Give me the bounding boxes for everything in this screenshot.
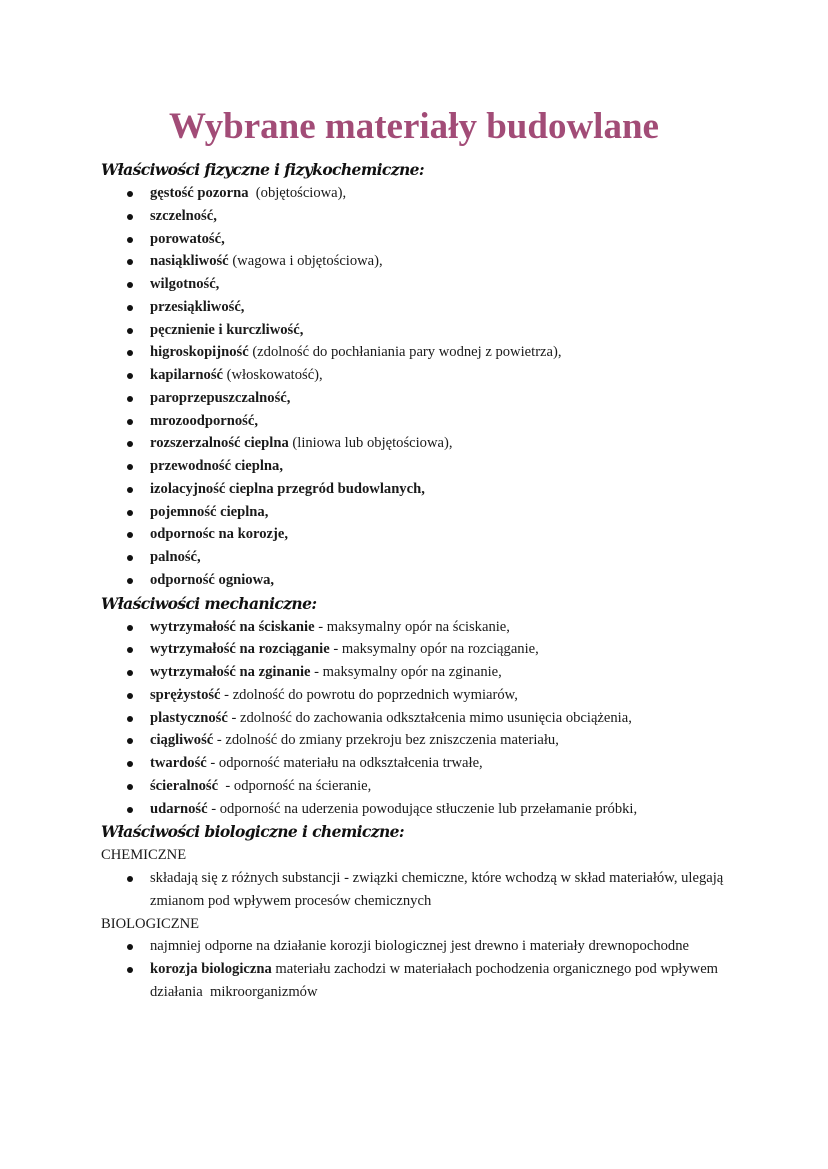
bullet-list: [101, 867, 741, 913]
list-item-term: pęcznienie i kurczliwość,: [150, 321, 304, 338]
list-item-text: (włoskowatość),: [222, 367, 323, 383]
list-item: [101, 364, 741, 387]
list-item-term: wilgotność,: [150, 276, 220, 292]
document-body: [101, 158, 741, 1004]
list-item-text: - maksymalny opór na ściskanie,: [314, 618, 510, 635]
list-item: [101, 729, 741, 752]
list-item-term: wytrzymałość na zginanie: [150, 664, 311, 680]
list-item: [101, 798, 741, 821]
list-item: [101, 569, 741, 592]
list-item: [101, 707, 741, 730]
list-item-term: plastyczność: [150, 709, 228, 726]
list-item: [101, 616, 741, 639]
section: [101, 820, 741, 1003]
list-item-term: odpornośc na korozje,: [150, 526, 288, 543]
list-item: [101, 935, 741, 958]
list-item-text: - zdolność do zmiany przekroju bez zniszczenia materiału,: [213, 732, 559, 749]
list-item: [101, 455, 741, 478]
list-item: [101, 432, 741, 455]
subsection-label: BIOLOGICZNE: [101, 915, 200, 932]
list-item: [101, 501, 741, 524]
list-item-term: porowatość,: [150, 230, 225, 247]
list-item: [101, 684, 741, 707]
list-item: [101, 546, 741, 569]
list-item-term: korozja biologiczna: [150, 961, 272, 977]
list-item-term: twardość: [150, 755, 207, 771]
list-item: [101, 478, 741, 501]
list-item: [101, 661, 741, 684]
list-item-text: - maksymalny opór na zginanie,: [310, 664, 502, 680]
list-item-text: (zdolność do pochłaniania pary wodnej z powietrza),: [248, 344, 562, 361]
list-item-term: wytrzymałość na ściskanie: [150, 618, 315, 635]
list-item-text: (liniowa lub objętościowa),: [288, 435, 453, 452]
list-item-text: (objętościowa),: [248, 185, 347, 201]
list-item: [101, 523, 741, 546]
page-title: Wybrane materiały budowlane: [169, 106, 659, 147]
list-item-term: ścieralność: [150, 777, 219, 794]
list-item-text: najmniej odporne na działanie korozji biologicznej jest drewno i materiały drewnopochodne: [150, 938, 689, 955]
list-item-term: przewodność cieplna,: [150, 458, 283, 474]
list-item: [101, 182, 741, 205]
list-item-term: paroprzepuszczalność,: [150, 389, 291, 406]
list-item-term: udarność: [150, 800, 208, 817]
list-item-text: - odporność na ścieranie,: [218, 777, 372, 794]
section-heading: Właściwości mechaniczne:: [101, 593, 317, 613]
list-item-text: - zdolność do zachowania odkształcenia mimo usunięcia obciążenia,: [227, 709, 632, 726]
list-item-term: odporność ogniowa,: [150, 571, 275, 588]
section: [101, 158, 741, 592]
bullet-list: [101, 182, 741, 592]
list-item-text: - odporność materiału na odkształcenia trwałe,: [206, 755, 483, 771]
list-item: [101, 775, 741, 798]
list-item: [101, 410, 741, 433]
list-item-text: (wagowa i objętościowa),: [228, 253, 383, 270]
list-item: [101, 228, 741, 251]
list-item-term: mrozoodporność,: [150, 412, 258, 429]
bullet-list: [101, 935, 741, 1003]
section-heading: Właściwości biologiczne i chemiczne:: [101, 822, 405, 842]
list-item-term: rozszerzalność cieplna: [150, 435, 289, 452]
list-item-term: pojemność cieplna,: [150, 503, 269, 520]
list-item: [101, 958, 741, 1004]
list-item: [101, 752, 741, 775]
list-item-text: - zdolność do powrotu do poprzednich wymiarów,: [220, 686, 518, 703]
list-item-text: - maksymalny opór na rozciąganie,: [329, 641, 539, 658]
list-item-term: nasiąkliwość: [150, 253, 229, 270]
list-item-text: składają się z różnych substancji - związki chemiczne, które wchodzą w skład materiałów, ulegają zmianom pod wpływem procesów chemicznych: [150, 870, 727, 909]
list-item-term: palność,: [150, 549, 201, 565]
list-item-term: sprężystość: [150, 686, 221, 703]
list-item: [101, 205, 741, 228]
section: [101, 592, 741, 821]
list-item-text: - odporność na uderzenia powodujące stłuczenie lub przełamanie próbki,: [207, 800, 638, 817]
list-item-term: przesiąkliwość,: [150, 298, 245, 315]
list-item-term: wytrzymałość na rozciąganie: [150, 641, 330, 658]
list-item: [101, 341, 741, 364]
list-item: [101, 319, 741, 342]
list-item: [101, 867, 741, 913]
list-item: [101, 296, 741, 319]
list-item: [101, 638, 741, 661]
subsection-label: CHEMICZNE: [101, 847, 187, 864]
list-item-term: gęstość pozorna: [150, 185, 249, 201]
list-item-term: ciągliwość: [150, 732, 214, 749]
bullet-list: [101, 616, 741, 821]
list-item-term: higroskopijność: [150, 344, 249, 361]
list-item-term: szczelność,: [150, 207, 217, 224]
list-item-term: kapilarność: [150, 367, 223, 383]
list-item: [101, 387, 741, 410]
list-item: [101, 250, 741, 273]
list-item-term: izolacyjność cieplna przegród budowlanych,: [150, 480, 425, 497]
list-item-text: materiału zachodzi w materiałach pochodzenia organicznego pod wpływem działania mikroorganizmów: [150, 961, 722, 1000]
list-item: [101, 273, 741, 296]
section-heading: Właściwości fizyczne i fizykochemiczne:: [101, 160, 425, 179]
